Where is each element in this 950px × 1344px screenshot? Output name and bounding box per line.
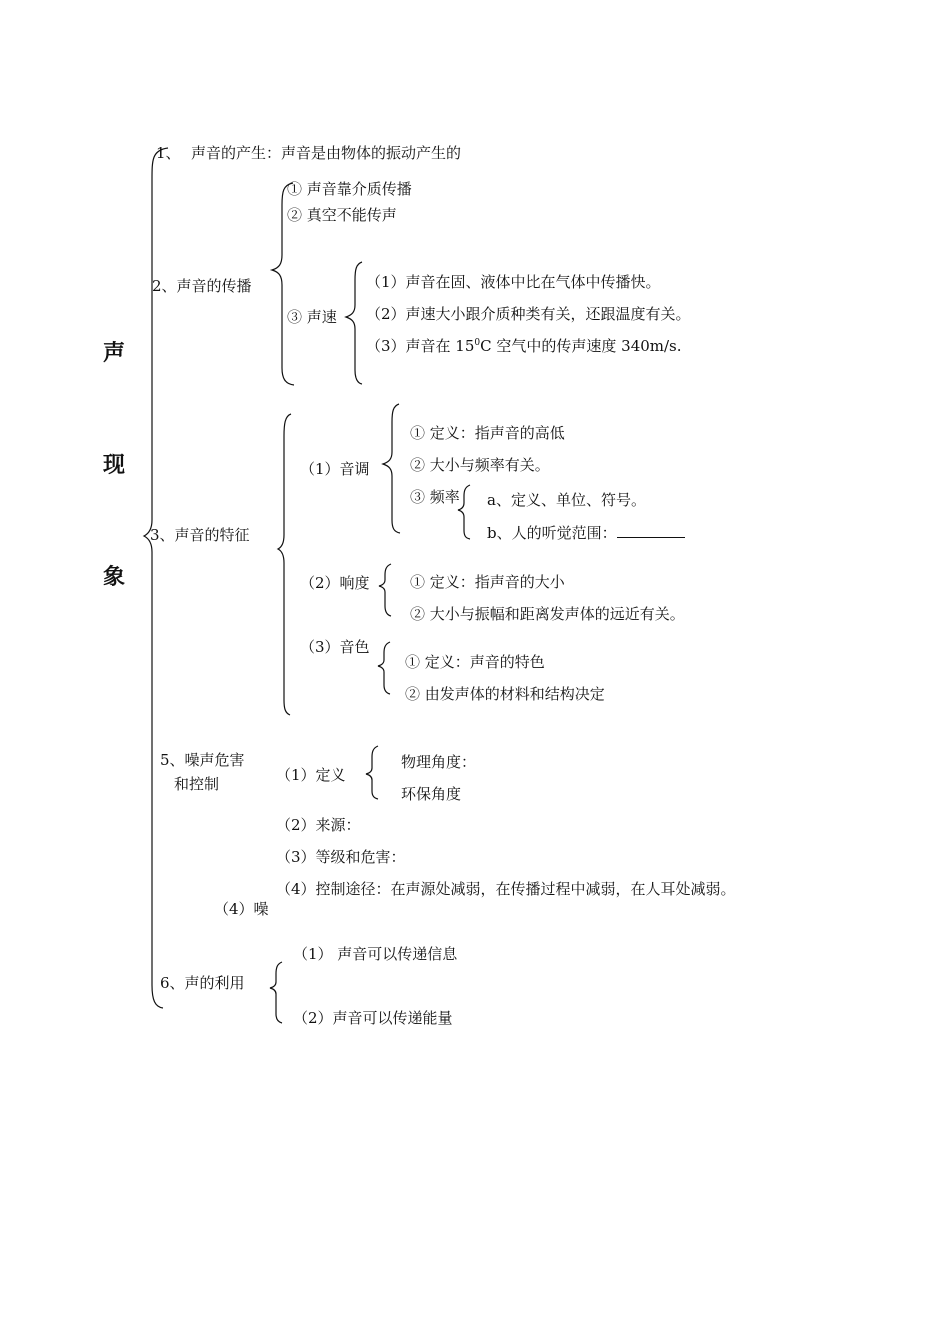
title-char-1: 声 — [103, 341, 126, 366]
timbre-item-1: ① 定义：声音的特色 — [405, 653, 545, 671]
frequency-item-b — [487, 523, 685, 542]
pitch-item-2: ② 大小与频率有关。 — [410, 456, 550, 474]
loudness-item-2: ② 大小与振幅和距离发声体的远近有关。 — [410, 605, 685, 623]
usage-item-1: （1） 声音可以传递信息 — [293, 945, 458, 963]
frequency-brace — [458, 485, 470, 539]
usage-brace — [270, 962, 282, 1023]
speed-item-3 — [366, 337, 682, 355]
noise-level: （3）等级和危害： — [276, 848, 406, 866]
timbre-item-2: ② 由发声体的材料和结构决定 — [405, 685, 605, 703]
sec2-label: 2、声音的传播 — [152, 277, 252, 295]
sec5-label-line2: 和控制 — [174, 775, 220, 793]
noise-def-label: （1）定义 — [276, 766, 346, 784]
sec1-text: 声音的产生：声音是由物体的振动产生的 — [191, 144, 462, 162]
usage-item-2: （2）声音可以传递能量 — [293, 1009, 453, 1027]
sec2-speed-label: ③ 声速 — [287, 308, 337, 326]
loudness-item-1: ① 定义：指声音的大小 — [410, 573, 565, 591]
noise-def-environment: 环保角度 — [401, 785, 462, 803]
noise-source: （2）来源： — [276, 816, 361, 834]
speed-item-1: （1）声音在固、液体中比在气体中传播快。 — [366, 273, 661, 291]
speed-item-3-post: C 空气中的传声速度 340m/s. — [480, 337, 682, 355]
pitch-brace — [383, 404, 400, 533]
pitch-item-1: ① 定义：指声音的高低 — [410, 424, 565, 442]
features-brace — [278, 414, 291, 715]
frequency-label: ③ 频率 — [410, 488, 460, 506]
noise-def-physics: 物理角度： — [401, 753, 477, 771]
sec2-item-2: ② 真空不能传声 — [287, 206, 397, 224]
loudness-brace — [379, 564, 391, 616]
sec2-item-1: ① 声音靠介质传播 — [287, 180, 412, 198]
speed-item-2: （2）声速大小跟介质种类有关，还跟温度有关。 — [366, 305, 691, 323]
frequency-item-b-text: b、人的听觉范围： — [487, 524, 617, 542]
noise-definition-brace — [366, 746, 378, 799]
sec6-label: 6、声的利用 — [160, 974, 245, 992]
loudness-label: （2）响度 — [300, 574, 370, 592]
speed-item-3-pre: （3）声音在 15 — [366, 337, 475, 355]
pitch-label: （1）音调 — [300, 460, 370, 478]
noise-clipped-text: （4）噪 — [214, 900, 269, 918]
speed-item-3-sup: 0 — [474, 338, 481, 348]
sec5-label-line1: 5、噪声危害 — [160, 751, 245, 769]
frequency-item-a: a、定义、单位、符号。 — [487, 491, 646, 509]
speed-brace — [346, 262, 362, 384]
timbre-brace — [378, 642, 390, 694]
title-char-2: 现 — [103, 453, 126, 478]
fill-in-blank — [617, 523, 685, 538]
title-char-3: 象 — [103, 565, 126, 590]
timbre-label: （3）音色 — [300, 638, 370, 656]
noise-control: （4）控制途径：在声源处减弱，在传播过程中减弱，在人耳处减弱。 — [276, 880, 736, 898]
sec3-label: 3、声音的特征 — [150, 526, 250, 544]
sec1-number: 1、 — [156, 144, 181, 162]
